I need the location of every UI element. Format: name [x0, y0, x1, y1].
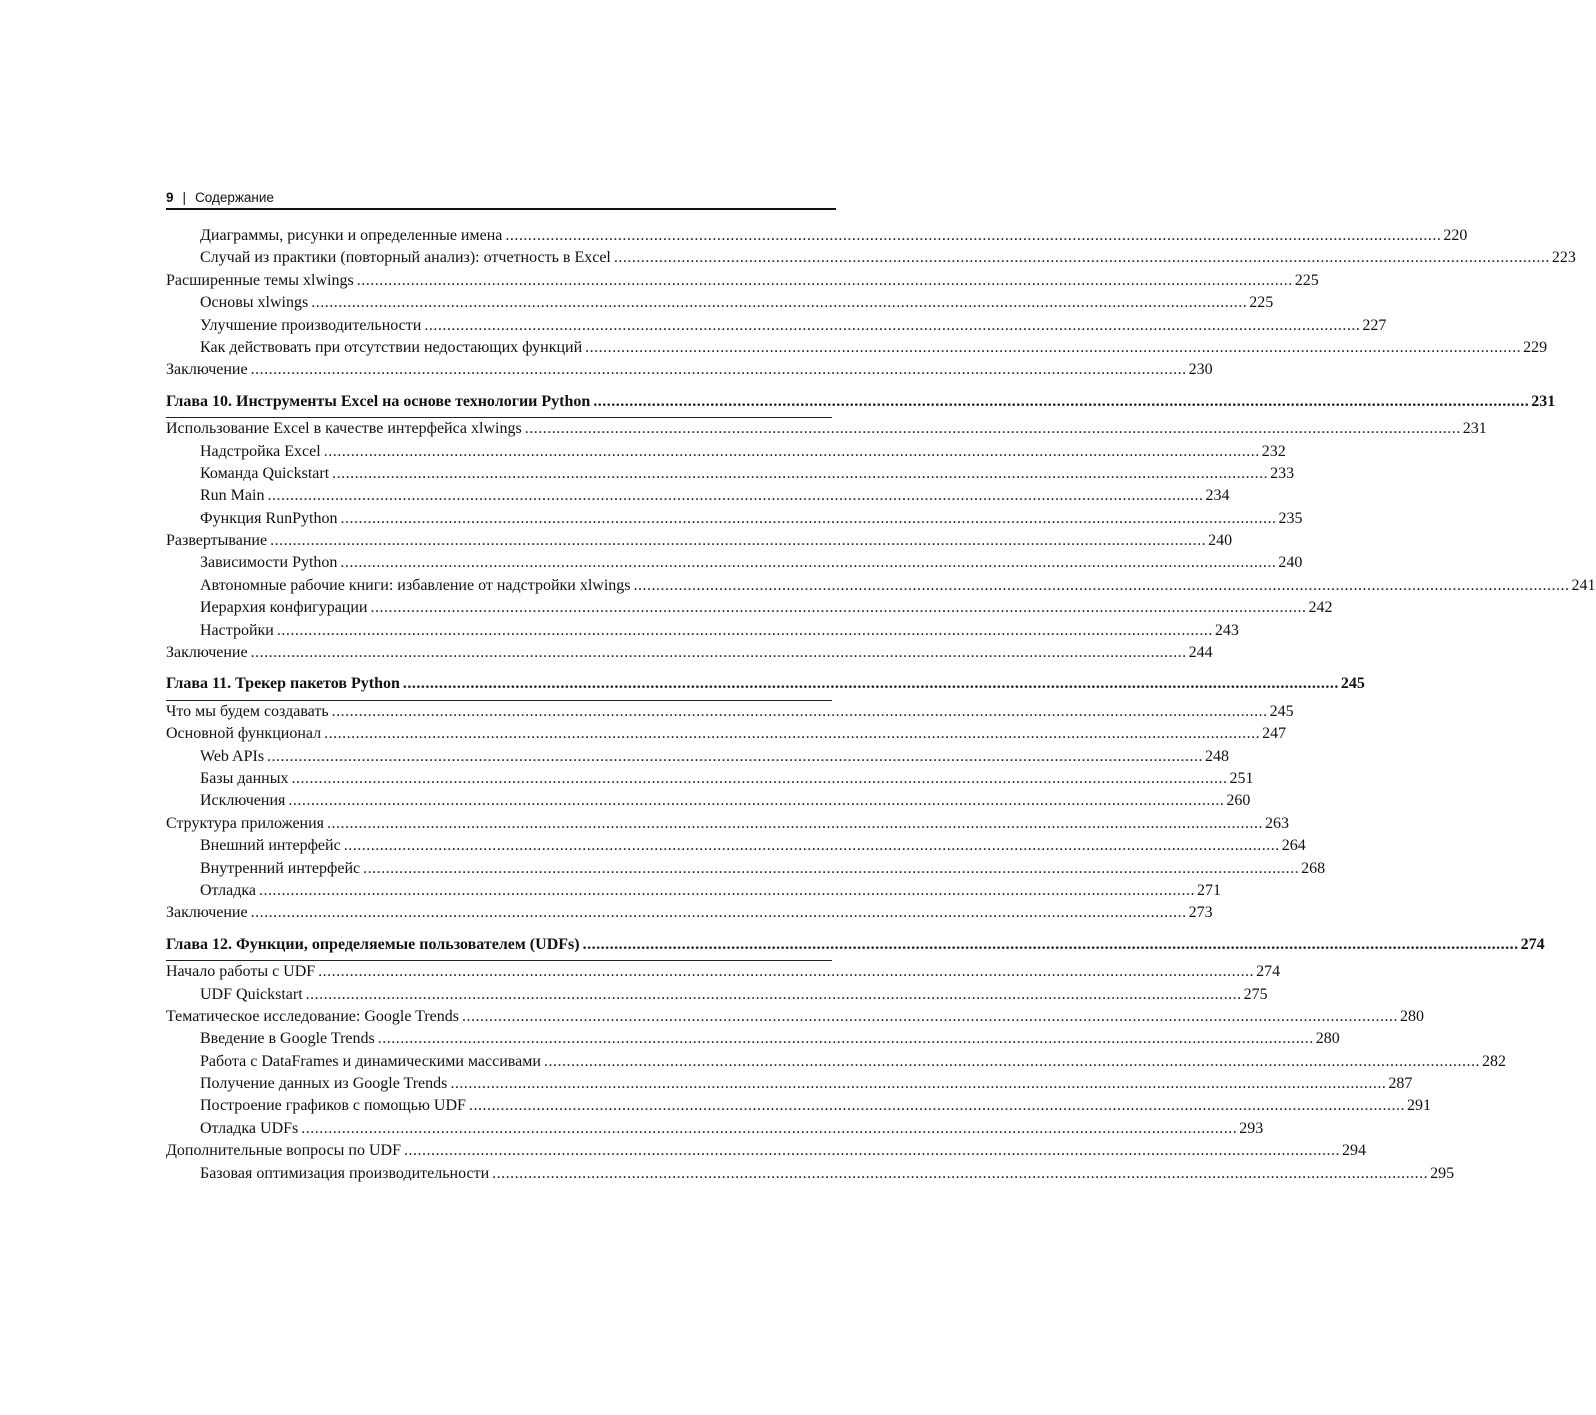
toc-entry[interactable] — [166, 270, 1319, 292]
toc-entry-page: 274 — [1256, 963, 1281, 981]
dot-leader: ................................................................................................................................................................................................................ — [462, 1007, 1399, 1025]
toc-entry-page: 231 — [1462, 420, 1487, 438]
toc-entry[interactable] — [166, 1006, 1425, 1028]
dot-leader: ................................................................................................................................................................................................................ — [468, 1097, 1405, 1115]
toc-entry-page: 280 — [1315, 1030, 1340, 1048]
dot-leader: ................................................................................................................................................................................................................ — [424, 316, 1361, 334]
toc-entry-page: 244 — [1188, 644, 1213, 662]
toc-entry[interactable] — [166, 417, 1487, 440]
toc-entry-title: Надстройка Excel — [200, 442, 321, 460]
toc-entry[interactable] — [166, 1163, 1455, 1185]
toc-chapter-entry[interactable] — [166, 673, 1365, 695]
dot-leader: ................................................................................................................................................................................................................ — [332, 464, 1269, 482]
dot-leader: ................................................................................................................................................................................................................ — [267, 487, 1204, 505]
toc-entry-title: Диаграммы, рисунки и определенные имена — [200, 227, 503, 244]
dot-leader: ................................................................................................................................................................................................................ — [340, 554, 1277, 572]
toc-entry[interactable] — [166, 359, 1213, 381]
toc-entry-page: 291 — [1406, 1097, 1431, 1115]
toc-entry[interactable] — [166, 1118, 1264, 1140]
dot-leader: ................................................................................................................................................................................................................ — [340, 509, 1277, 527]
toc-entry-page: 225 — [1249, 294, 1274, 312]
toc-entry-page: 268 — [1301, 859, 1326, 877]
toc-entry[interactable] — [166, 508, 1303, 530]
toc-entry-title: Команда Quickstart — [200, 464, 330, 482]
toc-entry[interactable] — [166, 337, 1548, 359]
toc-entry-page: 295 — [1430, 1164, 1455, 1182]
toc-entry-page: 263 — [1265, 814, 1290, 832]
toc-entry-page: 241 — [1571, 576, 1596, 594]
dot-leader: ................................................................................................................................................................................................................ — [593, 392, 1530, 410]
toc-entry-title: Базы данных — [200, 769, 289, 787]
toc-entry-page: 225 — [1294, 271, 1319, 289]
toc-entry-page: 275 — [1243, 985, 1268, 1003]
toc-entry-title: Введение в Google Trends — [200, 1030, 375, 1048]
dot-leader: ................................................................................................................................................................................................................ — [270, 532, 1207, 550]
toc-entry-page: 282 — [1481, 1052, 1506, 1070]
toc-entry[interactable] — [166, 315, 1387, 337]
toc-entry-title: Отладка UDFs — [200, 1119, 299, 1137]
toc-entry[interactable] — [166, 768, 1254, 790]
header-separator: | — [182, 190, 187, 205]
toc-entry-page: 234 — [1205, 487, 1230, 505]
dot-leader: ................................................................................................................................................................................................................ — [276, 621, 1213, 639]
toc-entry-page: 273 — [1188, 904, 1213, 922]
toc-entry-title: Развертывание — [166, 532, 268, 550]
dot-leader: ................................................................................................................................................................................................................ — [311, 294, 1248, 312]
toc-entry-title: Расширенные темы xlwings — [166, 271, 354, 289]
toc-entry-page: 232 — [1261, 442, 1286, 460]
dot-leader: ................................................................................................................................................................................................................ — [250, 644, 1187, 662]
toc-entry[interactable] — [166, 620, 1239, 642]
dot-leader: ................................................................................................................................................................................................................ — [363, 859, 1300, 877]
dot-leader: ................................................................................................................................................................................................................ — [291, 769, 1228, 787]
toc-entry-page: 287 — [1388, 1075, 1413, 1093]
toc-entry-page: 240 — [1278, 554, 1303, 572]
header-title: Содержание — [195, 190, 274, 205]
toc-entry[interactable] — [166, 1140, 1366, 1162]
table-of-contents — [166, 225, 1596, 1185]
toc-entry-title: Run Main — [200, 487, 265, 505]
toc-entry-title: Внутренний интерфейс — [200, 859, 361, 877]
toc-entry-title: Заключение — [166, 904, 248, 922]
toc-entry-title: Автономные рабочие книги: избавление от надстройки xlwings — [200, 576, 631, 594]
toc-entry-title: Настройки — [200, 621, 274, 639]
toc-entry-page: 293 — [1239, 1119, 1264, 1137]
toc-entry-page: 264 — [1281, 837, 1306, 855]
running-header — [166, 188, 836, 210]
toc-entry-page: 233 — [1270, 464, 1295, 482]
toc-entry[interactable] — [166, 880, 1222, 902]
toc-entry-page: 280 — [1400, 1007, 1425, 1025]
toc-entry[interactable] — [166, 1051, 1506, 1073]
toc-entry[interactable] — [166, 984, 1268, 1006]
dot-leader: ................................................................................................................................................................................................................ — [613, 249, 1550, 267]
toc-chapter-entry[interactable] — [166, 391, 1556, 413]
toc-entry-title: Функция RunPython — [200, 509, 338, 527]
toc-entry-page: 248 — [1205, 747, 1230, 765]
toc-entry-page: 230 — [1188, 361, 1213, 379]
toc-entry[interactable] — [166, 790, 1251, 812]
toc-entry-page: 245 — [1269, 702, 1294, 720]
toc-entry-title: Заключение — [166, 644, 248, 662]
toc-entry[interactable] — [166, 813, 1290, 835]
toc-entry[interactable] — [166, 530, 1233, 552]
page-number: 9 — [166, 190, 174, 205]
toc-entry-page: 231 — [1531, 392, 1556, 410]
toc-entry[interactable] — [166, 552, 1303, 574]
toc-entry[interactable] — [166, 247, 1576, 269]
toc-entry-title: Случай из практики (повторный анализ): отчетность в Excel — [200, 249, 611, 267]
toc-entry-page: 220 — [1443, 227, 1468, 244]
toc-entry-title: Тематическое исследование: Google Trends — [166, 1007, 460, 1025]
toc-entry[interactable] — [166, 1073, 1413, 1095]
toc-entry-title: Внешний интерфейс — [200, 837, 341, 855]
toc-entry[interactable] — [166, 902, 1213, 924]
toc-entry-page: 235 — [1278, 509, 1303, 527]
dot-leader: ................................................................................................................................................................................................................ — [505, 227, 1442, 244]
toc-entry-page: 223 — [1551, 249, 1576, 267]
toc-entry-title: Иерархия конфигурации — [200, 599, 368, 617]
toc-entry-page: 227 — [1362, 316, 1387, 334]
toc-entry-page: 247 — [1262, 725, 1287, 743]
dot-leader: ................................................................................................................................................................................................................ — [356, 271, 1293, 289]
dot-leader: ................................................................................................................................................................................................................ — [492, 1164, 1429, 1182]
dot-leader: ................................................................................................................................................................................................................ — [543, 1052, 1480, 1070]
toc-entry-title: Web APIs — [200, 747, 265, 765]
toc-entry[interactable] — [166, 960, 1281, 983]
toc-entry-title: Использование Excel в качестве интерфейса xlwings — [166, 420, 522, 438]
toc-entry-title: Работа с DataFrames и динамическими массивами — [200, 1052, 541, 1070]
dot-leader: ................................................................................................................................................................................................................ — [331, 702, 1268, 720]
toc-entry-title: UDF Quickstart — [200, 985, 303, 1003]
toc-entry[interactable] — [166, 1028, 1340, 1050]
toc-entry[interactable] — [166, 700, 1294, 723]
toc-entry-title: Начало работы с UDF — [166, 963, 316, 981]
toc-entry[interactable] — [166, 441, 1286, 463]
toc-entry-title: Улучшение производительности — [200, 316, 422, 334]
toc-entry-title: Отладка — [200, 881, 257, 899]
dot-leader: ................................................................................................................................................................................................................ — [343, 837, 1280, 855]
dot-leader: ................................................................................................................................................................................................................ — [324, 725, 1261, 743]
toc-entry[interactable] — [166, 292, 1274, 314]
dot-leader: ................................................................................................................................................................................................................ — [402, 675, 1339, 693]
toc-entry[interactable] — [166, 723, 1287, 745]
dot-leader: ................................................................................................................................................................................................................ — [318, 963, 1255, 981]
toc-entry-page: 245 — [1340, 675, 1365, 693]
dot-leader: ................................................................................................................................................................................................................ — [323, 442, 1260, 460]
toc-entry-title: Исключения — [200, 792, 286, 810]
dot-leader: ................................................................................................................................................................................................................ — [259, 881, 1196, 899]
toc-entry-page: 243 — [1214, 621, 1239, 639]
toc-entry[interactable] — [166, 463, 1295, 485]
toc-entry-page: 260 — [1226, 792, 1251, 810]
dot-leader: ................................................................................................................................................................................................................ — [524, 420, 1461, 438]
toc-entry[interactable] — [166, 597, 1333, 619]
dot-leader: ................................................................................................................................................................................................................ — [633, 576, 1570, 594]
dot-leader: ................................................................................................................................................................................................................ — [288, 792, 1225, 810]
dot-leader: ................................................................................................................................................................................................................ — [301, 1119, 1238, 1137]
toc-entry-page: 229 — [1523, 338, 1548, 356]
toc-entry-title: Что мы будем создавать — [166, 702, 329, 720]
toc-entry-title: Глава 12. Функции, определяемые пользователем (UDFs) — [166, 935, 580, 953]
dot-leader: ................................................................................................................................................................................................................ — [267, 747, 1204, 765]
toc-entry-title: Построение графиков с помощью UDF — [200, 1097, 466, 1115]
dot-leader: ................................................................................................................................................................................................................ — [450, 1075, 1387, 1093]
toc-entry-page: 251 — [1229, 769, 1254, 787]
toc-entry-title: Глава 10. Инструменты Excel на основе технологии Python — [166, 392, 591, 410]
toc-entry-page: 242 — [1308, 599, 1333, 617]
dot-leader: ................................................................................................................................................................................................................ — [250, 904, 1187, 922]
toc-entry[interactable] — [166, 835, 1306, 857]
toc-chapter-entry[interactable] — [166, 934, 1545, 956]
toc-entry[interactable] — [166, 746, 1230, 768]
dot-leader: ................................................................................................................................................................................................................ — [585, 338, 1522, 356]
toc-entry[interactable] — [166, 225, 1468, 247]
toc-entry[interactable] — [166, 858, 1326, 880]
toc-entry[interactable] — [166, 575, 1596, 597]
dot-leader: ................................................................................................................................................................................................................ — [404, 1142, 1340, 1160]
dot-leader: ................................................................................................................................................................................................................ — [250, 361, 1187, 379]
toc-entry-page: 271 — [1197, 881, 1222, 899]
toc-entry-title: Основы xlwings — [200, 294, 309, 312]
toc-entry-title: Зависимости Python — [200, 554, 338, 572]
toc-entry-page: 294 — [1342, 1142, 1366, 1160]
toc-entry-title: Основной функционал — [166, 725, 322, 743]
dot-leader: ................................................................................................................................................................................................................ — [327, 814, 1264, 832]
toc-entry[interactable] — [166, 642, 1213, 664]
dot-leader: ................................................................................................................................................................................................................ — [305, 985, 1242, 1003]
toc-entry-title: Глава 11. Трекер пакетов Python — [166, 675, 400, 693]
dot-leader: ................................................................................................................................................................................................................ — [582, 935, 1519, 953]
toc-entry[interactable] — [166, 485, 1230, 507]
toc-entry-title: Заключение — [166, 361, 248, 379]
toc-entry-page: 240 — [1208, 532, 1233, 550]
toc-entry-title: Базовая оптимизация производительности — [200, 1164, 490, 1182]
dot-leader: ................................................................................................................................................................................................................ — [377, 1030, 1314, 1048]
toc-entry-title: Получение данных из Google Trends — [200, 1075, 448, 1093]
toc-entry-title: Как действовать при отсутствии недостающих функций — [200, 338, 583, 356]
toc-entry-title: Структура приложения — [166, 814, 325, 832]
toc-entry[interactable] — [166, 1095, 1431, 1117]
toc-entry-page: 274 — [1520, 935, 1545, 953]
dot-leader: ................................................................................................................................................................................................................ — [370, 599, 1307, 617]
toc-entry-title: Дополнительные вопросы по UDF — [166, 1142, 401, 1160]
